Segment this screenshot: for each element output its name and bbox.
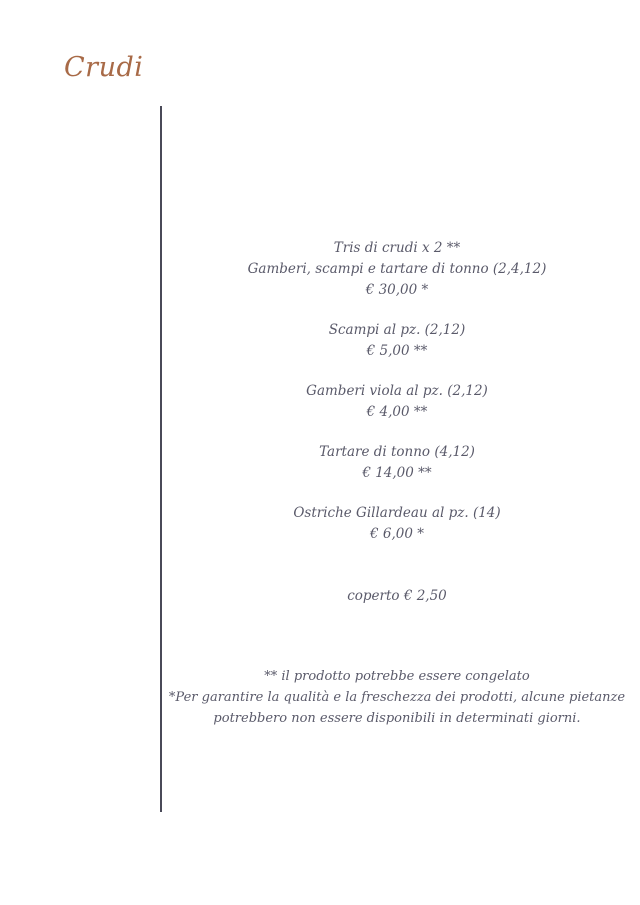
footnote-availability: *Per garantire la qualità e la freschezza dei prodotti, alcune pietanze [168, 690, 626, 705]
menu-item-name: Tris di crudi x 2 ** [333, 240, 461, 256]
menu-item [162, 320, 632, 362]
menu-item-name: Tartare di tonno (4,12) [319, 444, 475, 460]
menu-item-price: € 6,00 * [370, 526, 424, 542]
footnotes [162, 666, 632, 729]
menu-item [162, 442, 632, 484]
menu-item-name: Ostriche Gillardeau al pz. (14) [293, 505, 501, 521]
menu-item [162, 381, 632, 423]
menu-item-name: Gamberi viola al pz. (2,12) [306, 383, 488, 399]
footnote-availability-cont: potrebbero non essere disponibili in determinati giorni. [213, 711, 581, 726]
menu-item-price: € 30,00 * [365, 282, 429, 298]
menu-list [162, 238, 632, 564]
menu-item-price: € 4,00 ** [366, 404, 428, 420]
menu-item [162, 503, 632, 545]
menu-item-price: € 14,00 ** [362, 465, 432, 481]
menu-item [162, 238, 632, 301]
menu-item-description: Gamberi, scampi e tartare di tonno (2,4,12) [247, 261, 547, 277]
cover-charge: coperto € 2,50 [347, 588, 447, 604]
footnote-frozen: ** il prodotto potrebbe essere congelato [264, 669, 530, 684]
menu-item-name: Scampi al pz. (2,12) [328, 322, 466, 338]
menu-item-price: € 5,00 ** [366, 343, 428, 359]
page-title: Crudi [64, 52, 144, 83]
